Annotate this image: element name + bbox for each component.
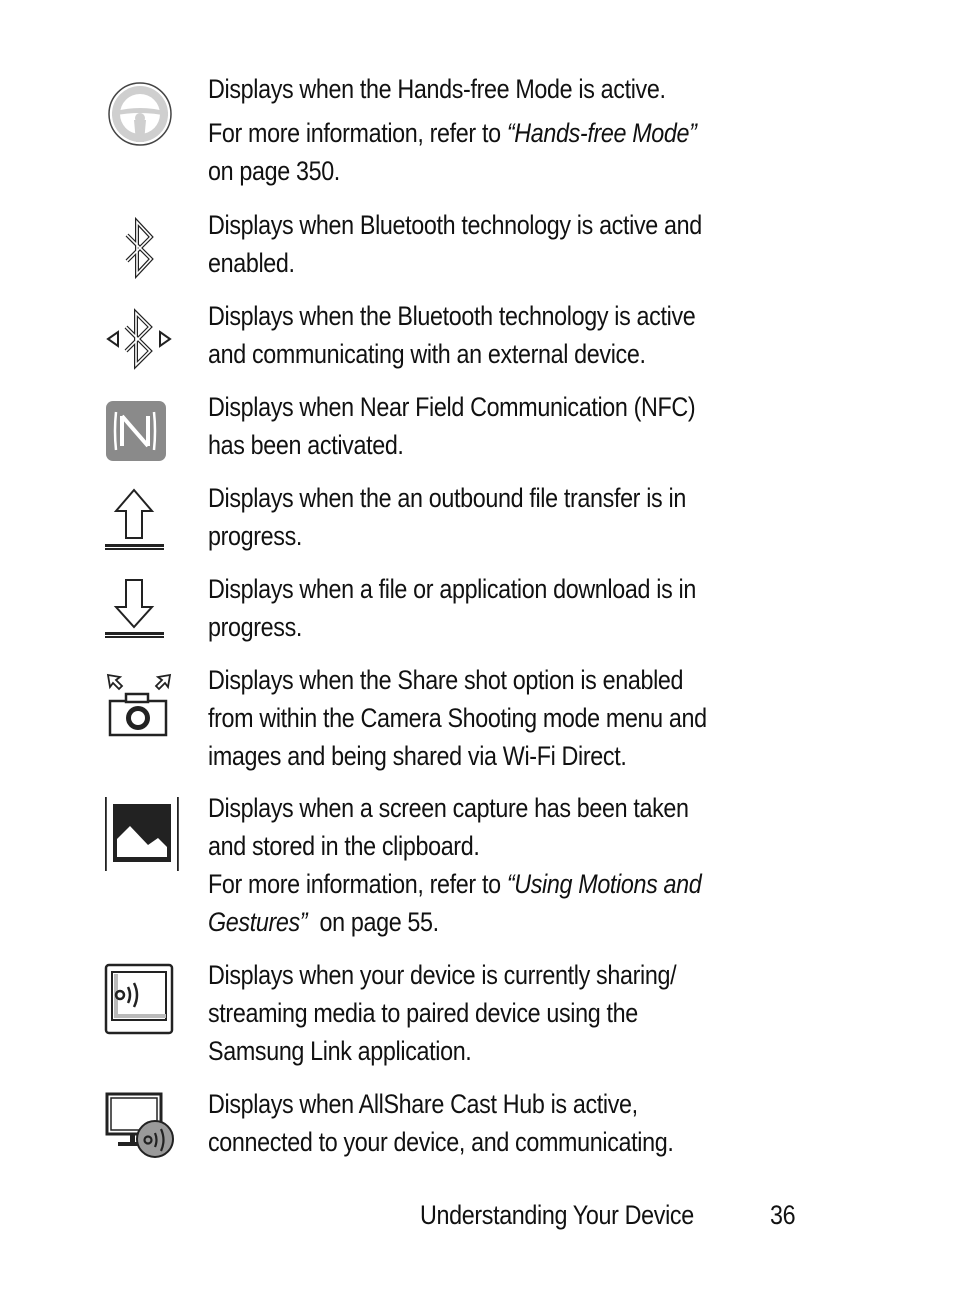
description-line-2: enabled.	[208, 248, 295, 278]
page-number: 36	[770, 1200, 796, 1230]
entry-nfc-text	[208, 388, 768, 464]
bluetooth-connected-icon	[100, 301, 180, 381]
cross-reference-continued	[208, 903, 768, 941]
ref-page: on page 55.	[307, 907, 439, 937]
description-line-3: images and being shared via Wi-Fi Direct.	[208, 741, 627, 771]
description-line-1: Displays when a screen capture has been taken	[208, 793, 689, 823]
download-arrow-icon	[100, 574, 180, 654]
description-line-1: Displays when Bluetooth technology is active and	[208, 210, 702, 240]
description-line-2: and communicating with an external device.	[208, 339, 646, 369]
share-shot-camera-icon	[100, 667, 180, 747]
description-line-2: and stored in the clipboard.	[208, 831, 480, 861]
entry-bluetooth-connected-text	[208, 297, 768, 373]
entry-hands-free-text	[208, 70, 768, 190]
description-line-1: Displays when the Share shot option is enabled	[208, 665, 684, 695]
description-line-1: Displays when AllShare Cast Hub is active,	[208, 1089, 638, 1119]
description-line-2: connected to your device, and communicating.	[208, 1127, 674, 1157]
description-line-2: from within the Camera Shooting mode menu and	[208, 703, 707, 733]
description-line-1: Displays when the Bluetooth technology is active	[208, 301, 696, 331]
description-line-1: Displays when your device is currently sharing/	[208, 960, 677, 990]
cross-reference	[208, 865, 768, 903]
entry-allshare-cast-text	[208, 1085, 768, 1161]
entry-download-text	[208, 570, 768, 646]
description-line-2: progress.	[208, 612, 303, 642]
entry-upload-text	[208, 479, 768, 555]
cross-reference	[208, 114, 768, 152]
entry-media-sharing-text	[208, 956, 768, 1070]
description-line-2: streaming media to paired device using the	[208, 998, 638, 1028]
bluetooth-icon	[100, 208, 180, 288]
ref-link-hands-free[interactable]: “Hands-free Mode”	[506, 118, 697, 148]
upload-arrow-icon	[100, 483, 180, 563]
ref-prefix: For more information, refer to	[208, 869, 507, 899]
ref-prefix: For more information, refer to	[208, 118, 507, 148]
ref-link-motions-gestures[interactable]: “Using Motions and	[506, 869, 702, 899]
description-line-1: Displays when Near Field Communication (NFC)	[208, 392, 696, 422]
entry-screen-capture-text	[208, 789, 768, 941]
nfc-icon	[100, 390, 180, 470]
steering-wheel-icon	[100, 74, 180, 154]
allshare-cast-hub-icon	[100, 1089, 180, 1169]
section-title: Understanding Your Device	[420, 1200, 694, 1230]
description-line-1: Displays when the an outbound file transfer is in	[208, 483, 686, 513]
description-line-1: Displays when a file or application download is in	[208, 574, 696, 604]
entry-bluetooth-text	[208, 206, 768, 282]
media-sharing-icon	[100, 962, 180, 1042]
entry-share-shot-text	[208, 661, 768, 775]
ref-page: on page 350.	[208, 156, 340, 186]
description-line-2: has been activated.	[208, 430, 404, 460]
screen-capture-icon	[100, 795, 180, 875]
description-line-2: progress.	[208, 521, 303, 551]
ref-link-motions-gestures-cont[interactable]: Gestures”	[208, 907, 308, 937]
description: Displays when the Hands-free Mode is active.	[208, 74, 666, 104]
page-footer	[0, 1196, 954, 1236]
description-line-3: Samsung Link application.	[208, 1036, 472, 1066]
